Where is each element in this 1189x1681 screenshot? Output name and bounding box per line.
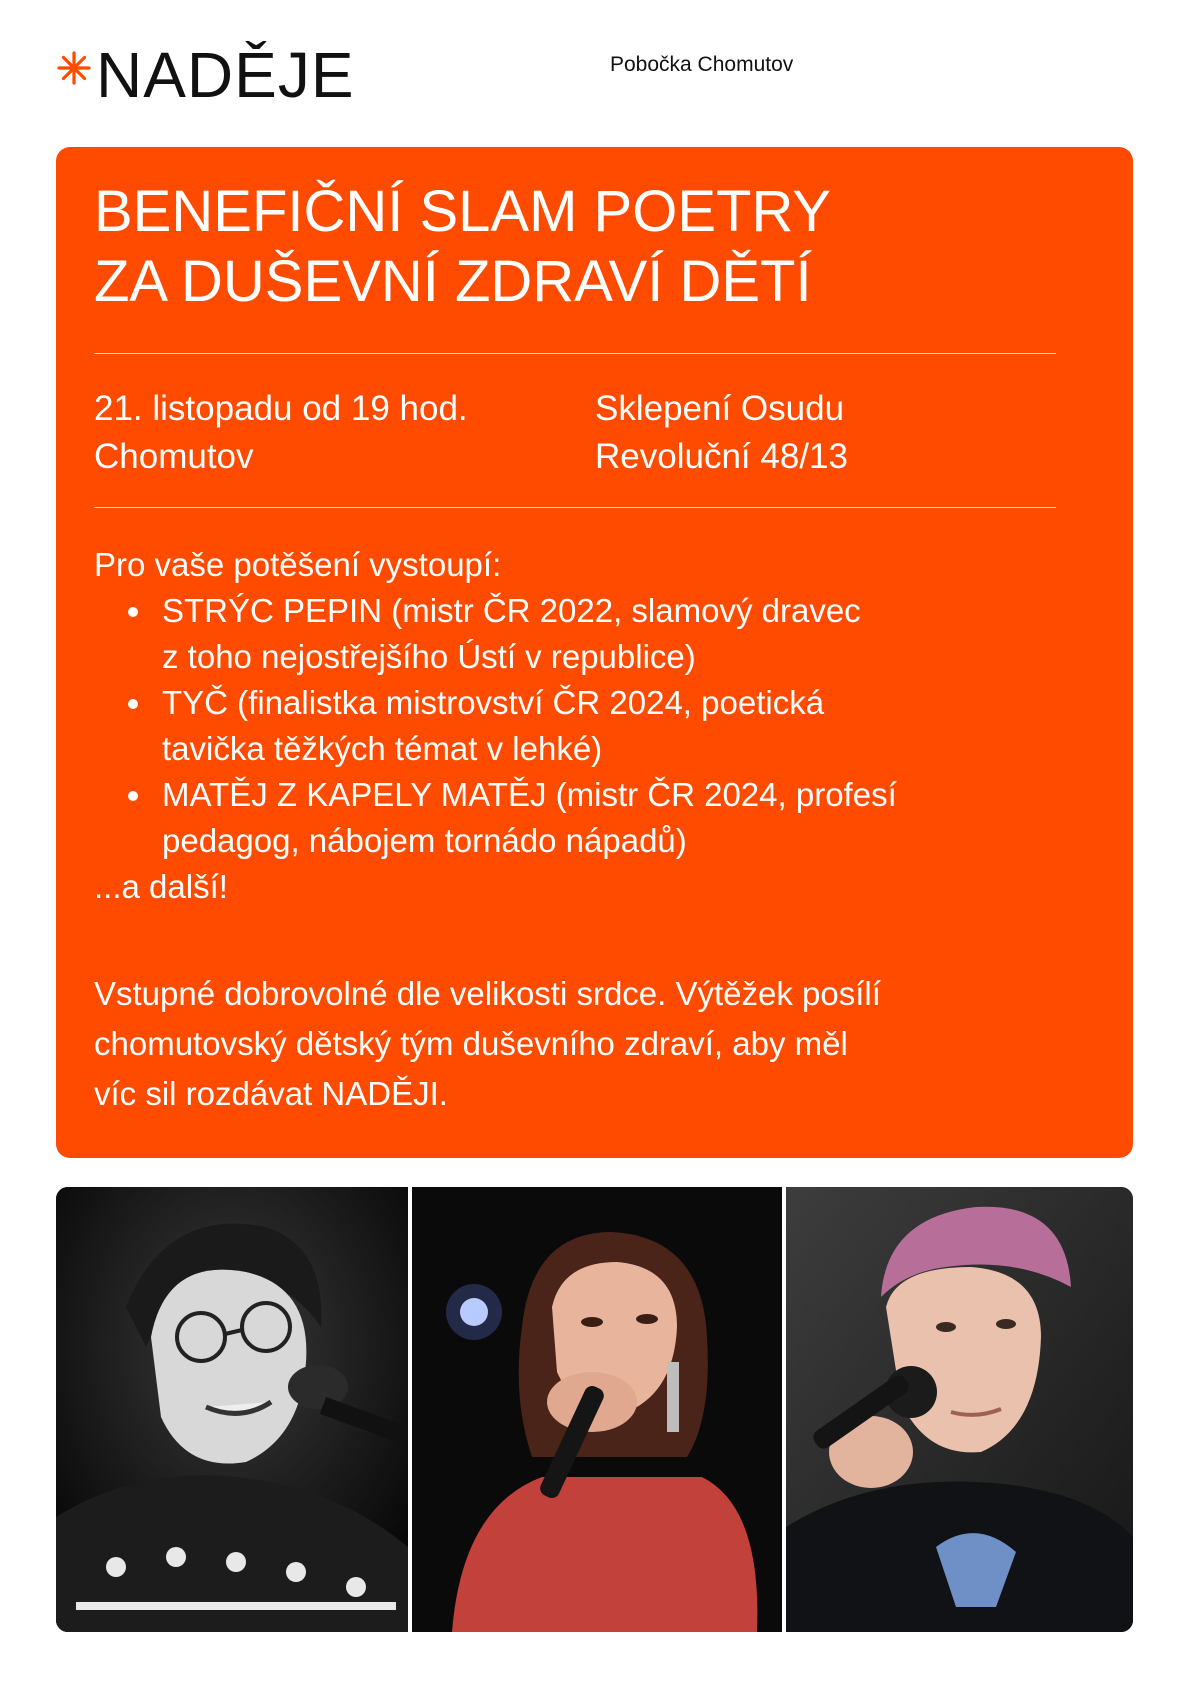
performers-outro: ...a další! [94,868,228,905]
divider [94,353,1056,354]
performer-photo-2 [412,1187,782,1632]
performer-line: MATĚJ Z KAPELY MATĚJ (mistr ČR 2024, profesí [162,776,897,813]
performer-item [94,772,1094,864]
admission-note-line: víc sil rozdávat NADĚJI. [94,1075,448,1112]
performer-photos [56,1187,1133,1632]
asterisk-logo-icon [56,50,92,86]
performer-line: tavička těžkých témat v lehké) [162,730,603,767]
event-date-place [94,385,468,481]
performer-item [94,680,1094,772]
event-venue-block [595,385,848,481]
bullet-icon [128,699,138,709]
admission-note-line: Vstupné dobrovolné dle velikosti srdce. Výtěžek posílí [94,975,881,1012]
performers-section [94,542,1094,910]
event-title-line-1: BENEFIČNÍ SLAM POETRY [94,179,831,244]
performer-photo-male-cap-microphone-icon [786,1187,1133,1632]
nadeje-logo [56,40,355,110]
performer-line: STRÝC PEPIN (mistr ČR 2022, slamový dravec [162,592,861,629]
admission-note [94,969,1084,1119]
event-card [56,147,1133,1158]
performer-line: z toho nejostřejšího Ústí v republice) [162,638,696,675]
event-title-line-2: ZA DUŠEVNÍ ZDRAVÍ DĚTÍ [94,249,812,314]
performer-photo-female-microphone-icon [412,1187,782,1632]
bullet-icon [128,607,138,617]
performer-line: TYČ (finalistka mistrovství ČR 2024, poetická [162,684,825,721]
bullet-icon [128,791,138,801]
performers-list [94,588,1094,864]
admission-note-line: chomutovský dětský tým duševního zdraví, aby měl [94,1025,848,1062]
performer-photo-male-glasses-bw-icon [56,1187,408,1632]
performer-line: pedagog, nábojem tornádo nápadů) [162,822,687,859]
divider [94,507,1056,508]
event-title [94,177,1054,317]
branch-label: Pobočka Chomutov [610,53,794,76]
event-city: Chomutov [94,437,254,476]
performer-item [94,588,1094,680]
performer-photo-1 [56,1187,408,1632]
logo-text: NADĚJE [96,39,355,111]
event-venue: Sklepení Osudu [595,389,845,428]
event-address: Revoluční 48/13 [595,437,848,476]
performer-photo-3 [786,1187,1133,1632]
performers-intro: Pro vaše potěšení vystoupí: [94,546,502,583]
event-date: 21. listopadu od 19 hod. [94,389,468,428]
